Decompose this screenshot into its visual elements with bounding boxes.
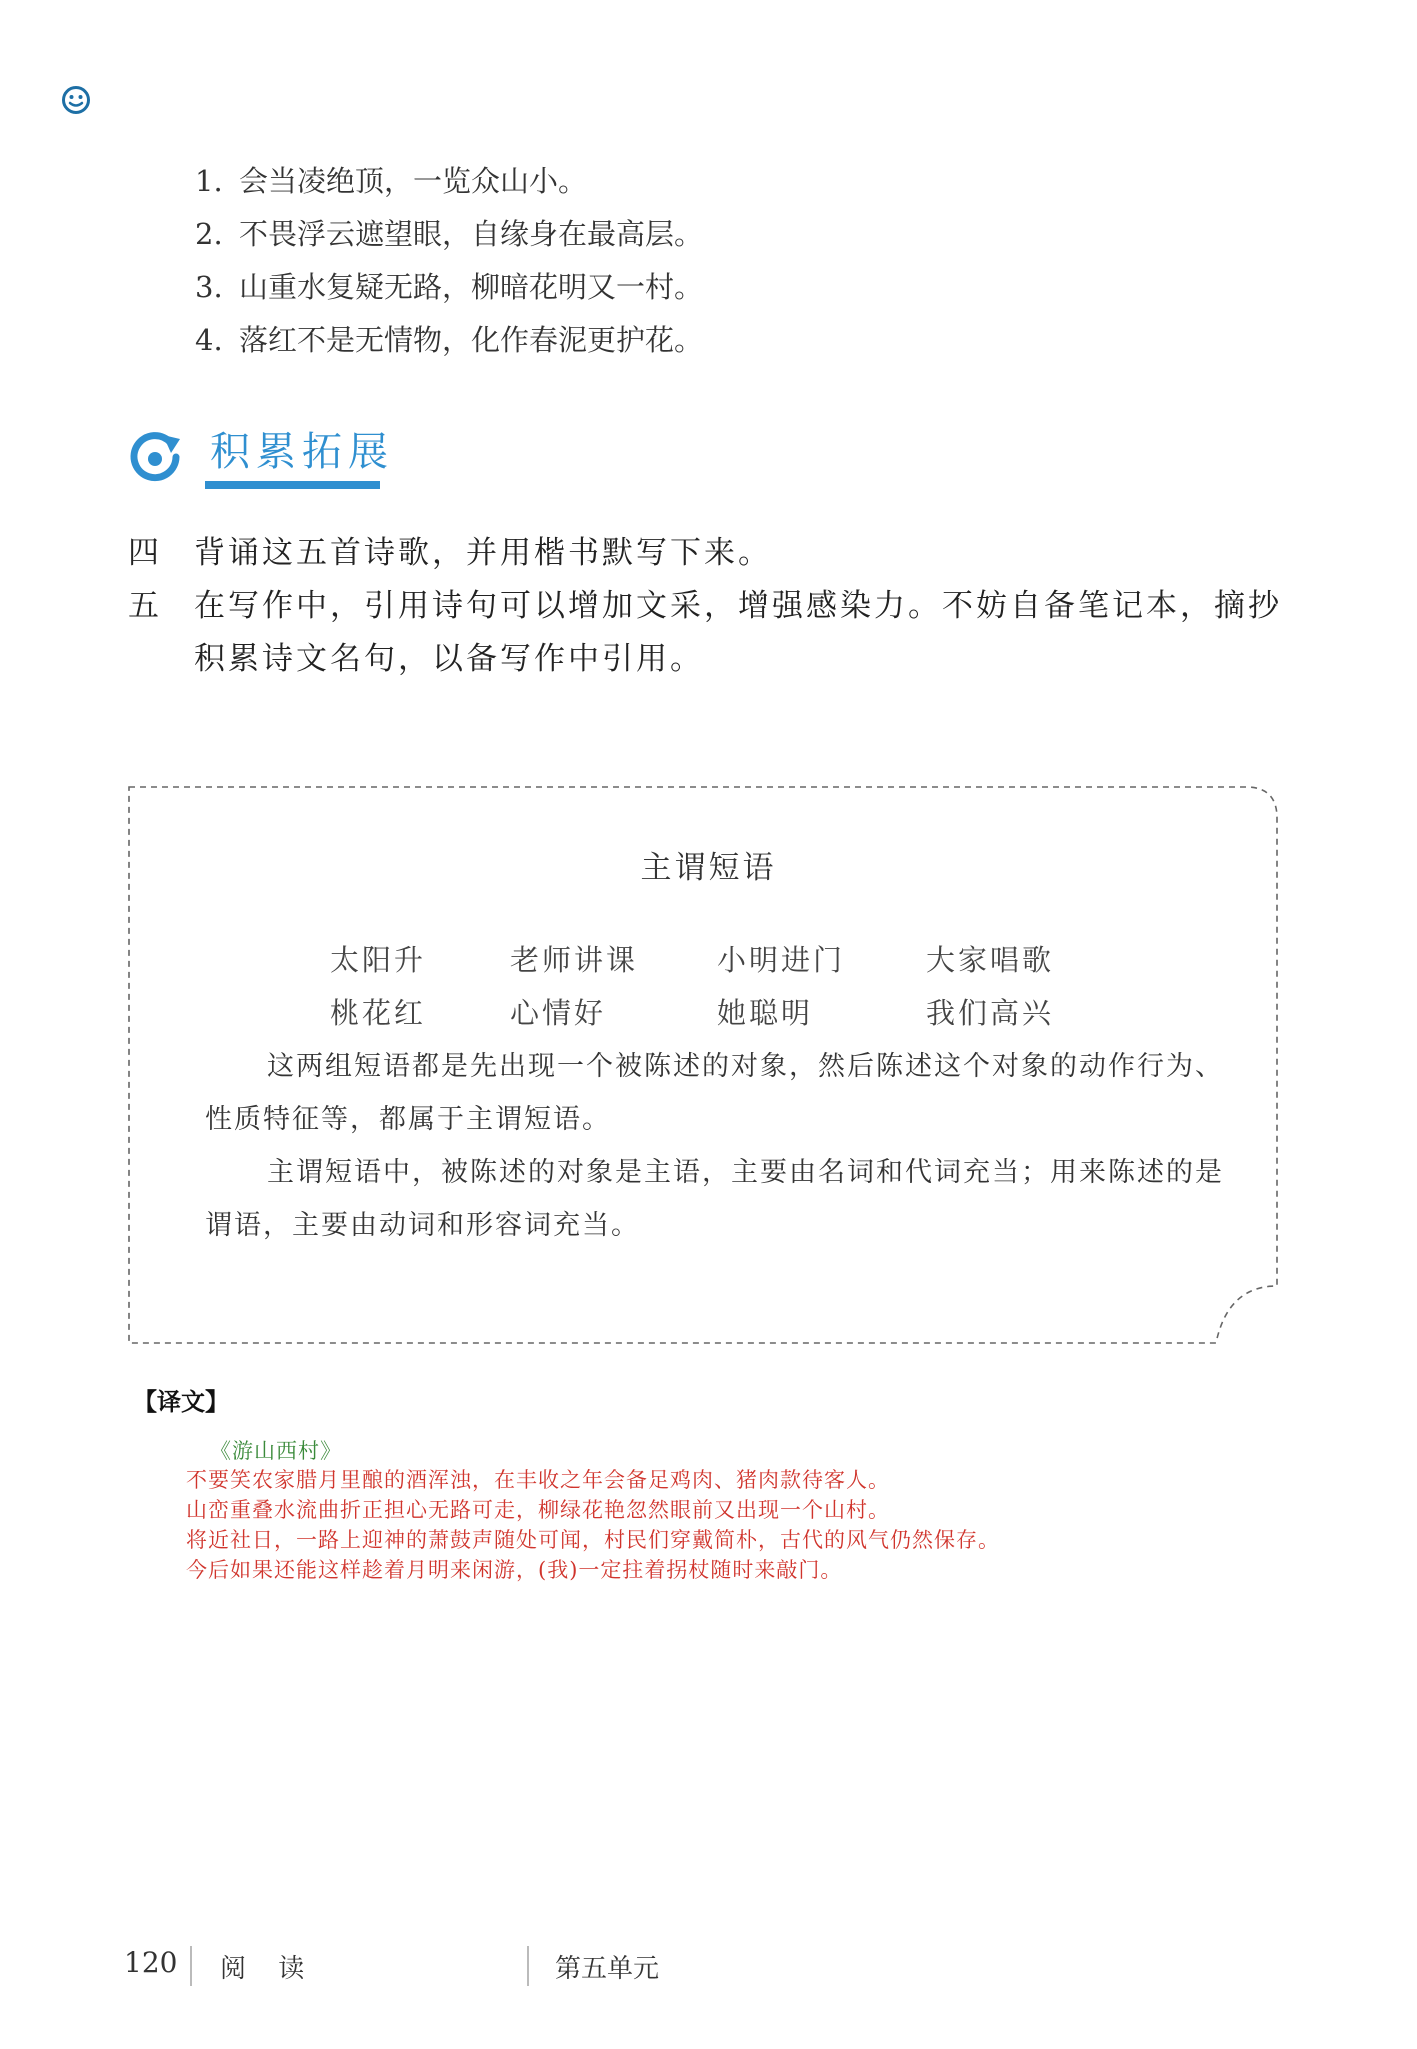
task-number: 五 <box>128 588 162 624</box>
knowledge-paragraph: 主谓短语中，被陈述的对象是主语，主要由名词和代词充当；用来陈述的是 <box>267 1157 1224 1188</box>
refresh-arrow-icon <box>125 426 185 486</box>
poem-line-number: 2. <box>195 217 223 251</box>
phrase-item: 她聪明 <box>717 996 814 1030</box>
phrase-item: 小明进门 <box>717 943 846 977</box>
section-title: 积累拓展 <box>210 429 394 475</box>
knowledge-paragraph: 性质特征等，都属于主谓短语。 <box>205 1104 611 1135</box>
poem-line-text: 会当凌绝顶，一览众山小。 <box>239 164 588 198</box>
poem-line-text: 山重水复疑无路，柳暗花明又一村。 <box>239 270 704 304</box>
task-text: 在写作中，引用诗句可以增加文采，增强感染力。不妨自备笔记本，摘抄 <box>194 588 1282 624</box>
task-item <box>128 580 1308 686</box>
phrase-item: 我们高兴 <box>926 996 1055 1030</box>
poem-line-number: 4. <box>195 323 223 357</box>
task-item <box>128 527 1308 580</box>
poem-line-number: 1. <box>195 164 223 198</box>
phrase-item: 大家唱歌 <box>926 943 1055 977</box>
knowledge-paragraph: 谓语，主要由动词和形容词充当。 <box>205 1210 640 1241</box>
smiley-icon <box>61 85 91 115</box>
footer-divider <box>190 1946 192 1986</box>
poem-line <box>195 155 1095 208</box>
translation-lines <box>186 1465 1000 1585</box>
poem-line-number: 3. <box>195 270 223 304</box>
poem-line <box>195 314 1095 367</box>
poem-line <box>195 261 1095 314</box>
footer-section: 阅 读 <box>220 1954 317 1984</box>
task-text: 背诵这五首诗歌，并用楷书默写下来。 <box>194 535 772 571</box>
task-number: 四 <box>128 535 162 571</box>
phrase-item: 心情好 <box>510 996 607 1030</box>
phrase-item: 桃花红 <box>330 996 427 1030</box>
phrase-item: 太阳升 <box>330 943 427 977</box>
poem-line-text: 不畏浮云遮望眼，自缘身在最高层。 <box>239 217 704 251</box>
page-number: 120 <box>124 1946 178 1979</box>
knowledge-title: 主谓短语 <box>640 850 777 886</box>
translation-line: 山峦重叠水流曲折正担心无路可走，柳绿花艳忽然眼前又出现一个山村。 <box>186 1498 890 1522</box>
phrase-item: 老师讲课 <box>510 943 639 977</box>
poem-line-list <box>195 155 1095 367</box>
translation-label: 【译文】 <box>133 1388 229 1416</box>
task-text-continued: 积累诗文名句，以备写作中引用。 <box>194 641 704 677</box>
footer-divider <box>527 1946 529 1986</box>
footer-unit: 第五单元 <box>555 1954 660 1984</box>
translation-poem-title: 《游山西村》 <box>210 1439 342 1463</box>
section-title-underline <box>205 481 380 489</box>
translation-line: 不要笑农家腊月里酿的酒浑浊，在丰收之年会备足鸡肉、猪肉款待客人。 <box>186 1468 890 1492</box>
poem-line-text: 落红不是无情物，化作春泥更护花。 <box>239 323 704 357</box>
translation-line: 将近社日，一路上迎神的萧鼓声随处可闻，村民们穿戴简朴，古代的风气仍然保存。 <box>186 1528 1000 1552</box>
knowledge-paragraph: 这两组短语都是先出现一个被陈述的对象，然后陈述这个对象的动作行为、 <box>267 1051 1224 1082</box>
translation-line: 今后如果还能这样趁着月明来闲游，(我)一定拄着拐杖随时来敲门。 <box>186 1558 843 1582</box>
poem-line <box>195 208 1095 261</box>
